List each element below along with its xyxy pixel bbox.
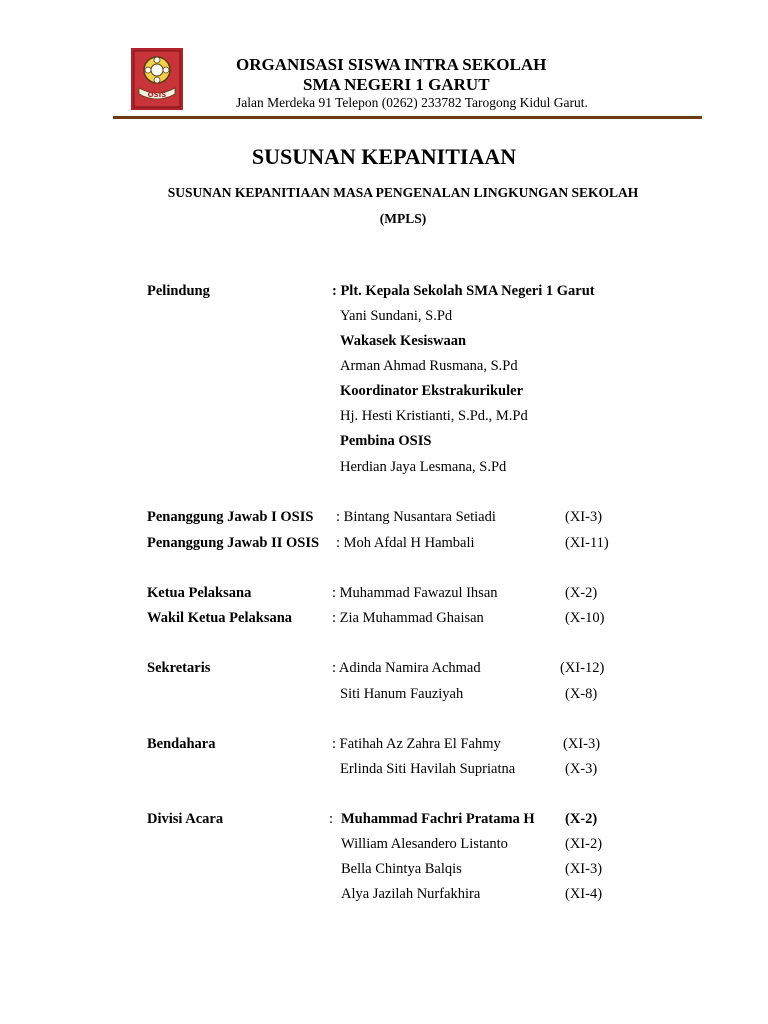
acara-name-4: Alya Jazilah Nurfakhira [341, 886, 481, 902]
acara-label: Divisi Acara [147, 811, 224, 827]
pelindung-entry-3: Arman Ahmad Rusmana, S.Pd [340, 358, 518, 374]
org-name-line2: SMA NEGERI 1 GARUT [303, 75, 490, 94]
acara-class-3: (XI-3) [565, 861, 603, 877]
bendahara-label: Bendahara [147, 736, 216, 752]
bendahara-class-2: (X-3) [565, 761, 598, 777]
page-title: SUSUNAN KEPANITIAAN [251, 144, 517, 169]
acara-class-1: (X-2) [565, 811, 598, 827]
bendahara-name-1: : Fatihah Az Zahra El Fahmy [332, 736, 501, 752]
pj1-class: (XI-3) [565, 509, 603, 525]
bendahara-class-1: (XI-3) [563, 736, 601, 752]
org-address: Jalan Merdeka 91 Telepon (0262) 233782 Tarogong Kidul Garut. [236, 95, 588, 110]
sekretaris-label: Sekretaris [147, 660, 211, 676]
wakil-label: Wakil Ketua Pelaksana [147, 610, 293, 626]
acara-name-3: Bella Chintya Balqis [341, 861, 462, 877]
pelindung-entry-4: Koordinator Ekstrakurikuler [340, 383, 524, 399]
pelindung-entry-5: Hj. Hesti Kristianti, S.Pd., M.Pd [340, 408, 528, 424]
pelindung-label: Pelindung [147, 283, 210, 299]
acara-class-2: (XI-2) [565, 836, 603, 852]
sekretaris-class-1: (XI-12) [560, 660, 605, 676]
sekretaris-name-2: Siti Hanum Fauziyah [340, 686, 464, 702]
pelindung-entry-0: : Plt. Kepala Sekolah SMA Negeri 1 Garut [332, 283, 595, 299]
pj2-class: (XI-11) [565, 535, 609, 551]
acara-class-4: (XI-4) [565, 886, 603, 902]
wakil-name: : Zia Muhammad Ghaisan [332, 610, 484, 626]
ketua-name: : Muhammad Fawazul Ihsan [332, 585, 498, 601]
pj2-name: : Moh Afdal H Hambali [336, 535, 475, 551]
org-name-line1: ORGANISASI SISWA INTRA SEKOLAH [236, 55, 547, 74]
osis-logo [131, 48, 183, 110]
wakil-class: (X-10) [565, 610, 605, 626]
sekretaris-class-2: (X-8) [565, 686, 598, 702]
acara-name-2: William Alesandero Listanto [341, 836, 508, 852]
subtitle-line1: SUSUNAN KEPANITIAAN MASA PENGENALAN LINGKUNGAN SEKOLAH [167, 185, 639, 200]
pj2-label: Penanggung Jawab II OSIS [147, 535, 320, 551]
header-rule [113, 116, 702, 119]
sekretaris-name-1: : Adinda Namira Achmad [332, 660, 481, 676]
pelindung-entry-7: Herdian Jaya Lesmana, S.Pd [340, 459, 507, 475]
subtitle-line2: (MPLS) [379, 211, 427, 226]
pelindung-entry-6: Pembina OSIS [340, 433, 432, 449]
acara-name-1: Muhammad Fachri Pratama H [341, 811, 535, 827]
pelindung-entry-1: Yani Sundani, S.Pd [340, 308, 453, 324]
logo-text: OSIS [147, 91, 167, 99]
pj1-label: Penanggung Jawab I OSIS [147, 509, 314, 525]
acara-colon: : [329, 811, 334, 827]
ketua-class: (X-2) [565, 585, 598, 601]
pj1-name: : Bintang Nusantara Setiadi [336, 509, 496, 525]
bendahara-name-2: Erlinda Siti Havilah Supriatna [340, 761, 516, 777]
pelindung-entry-2: Wakasek Kesiswaan [340, 333, 467, 349]
ketua-label: Ketua Pelaksana [147, 585, 252, 601]
